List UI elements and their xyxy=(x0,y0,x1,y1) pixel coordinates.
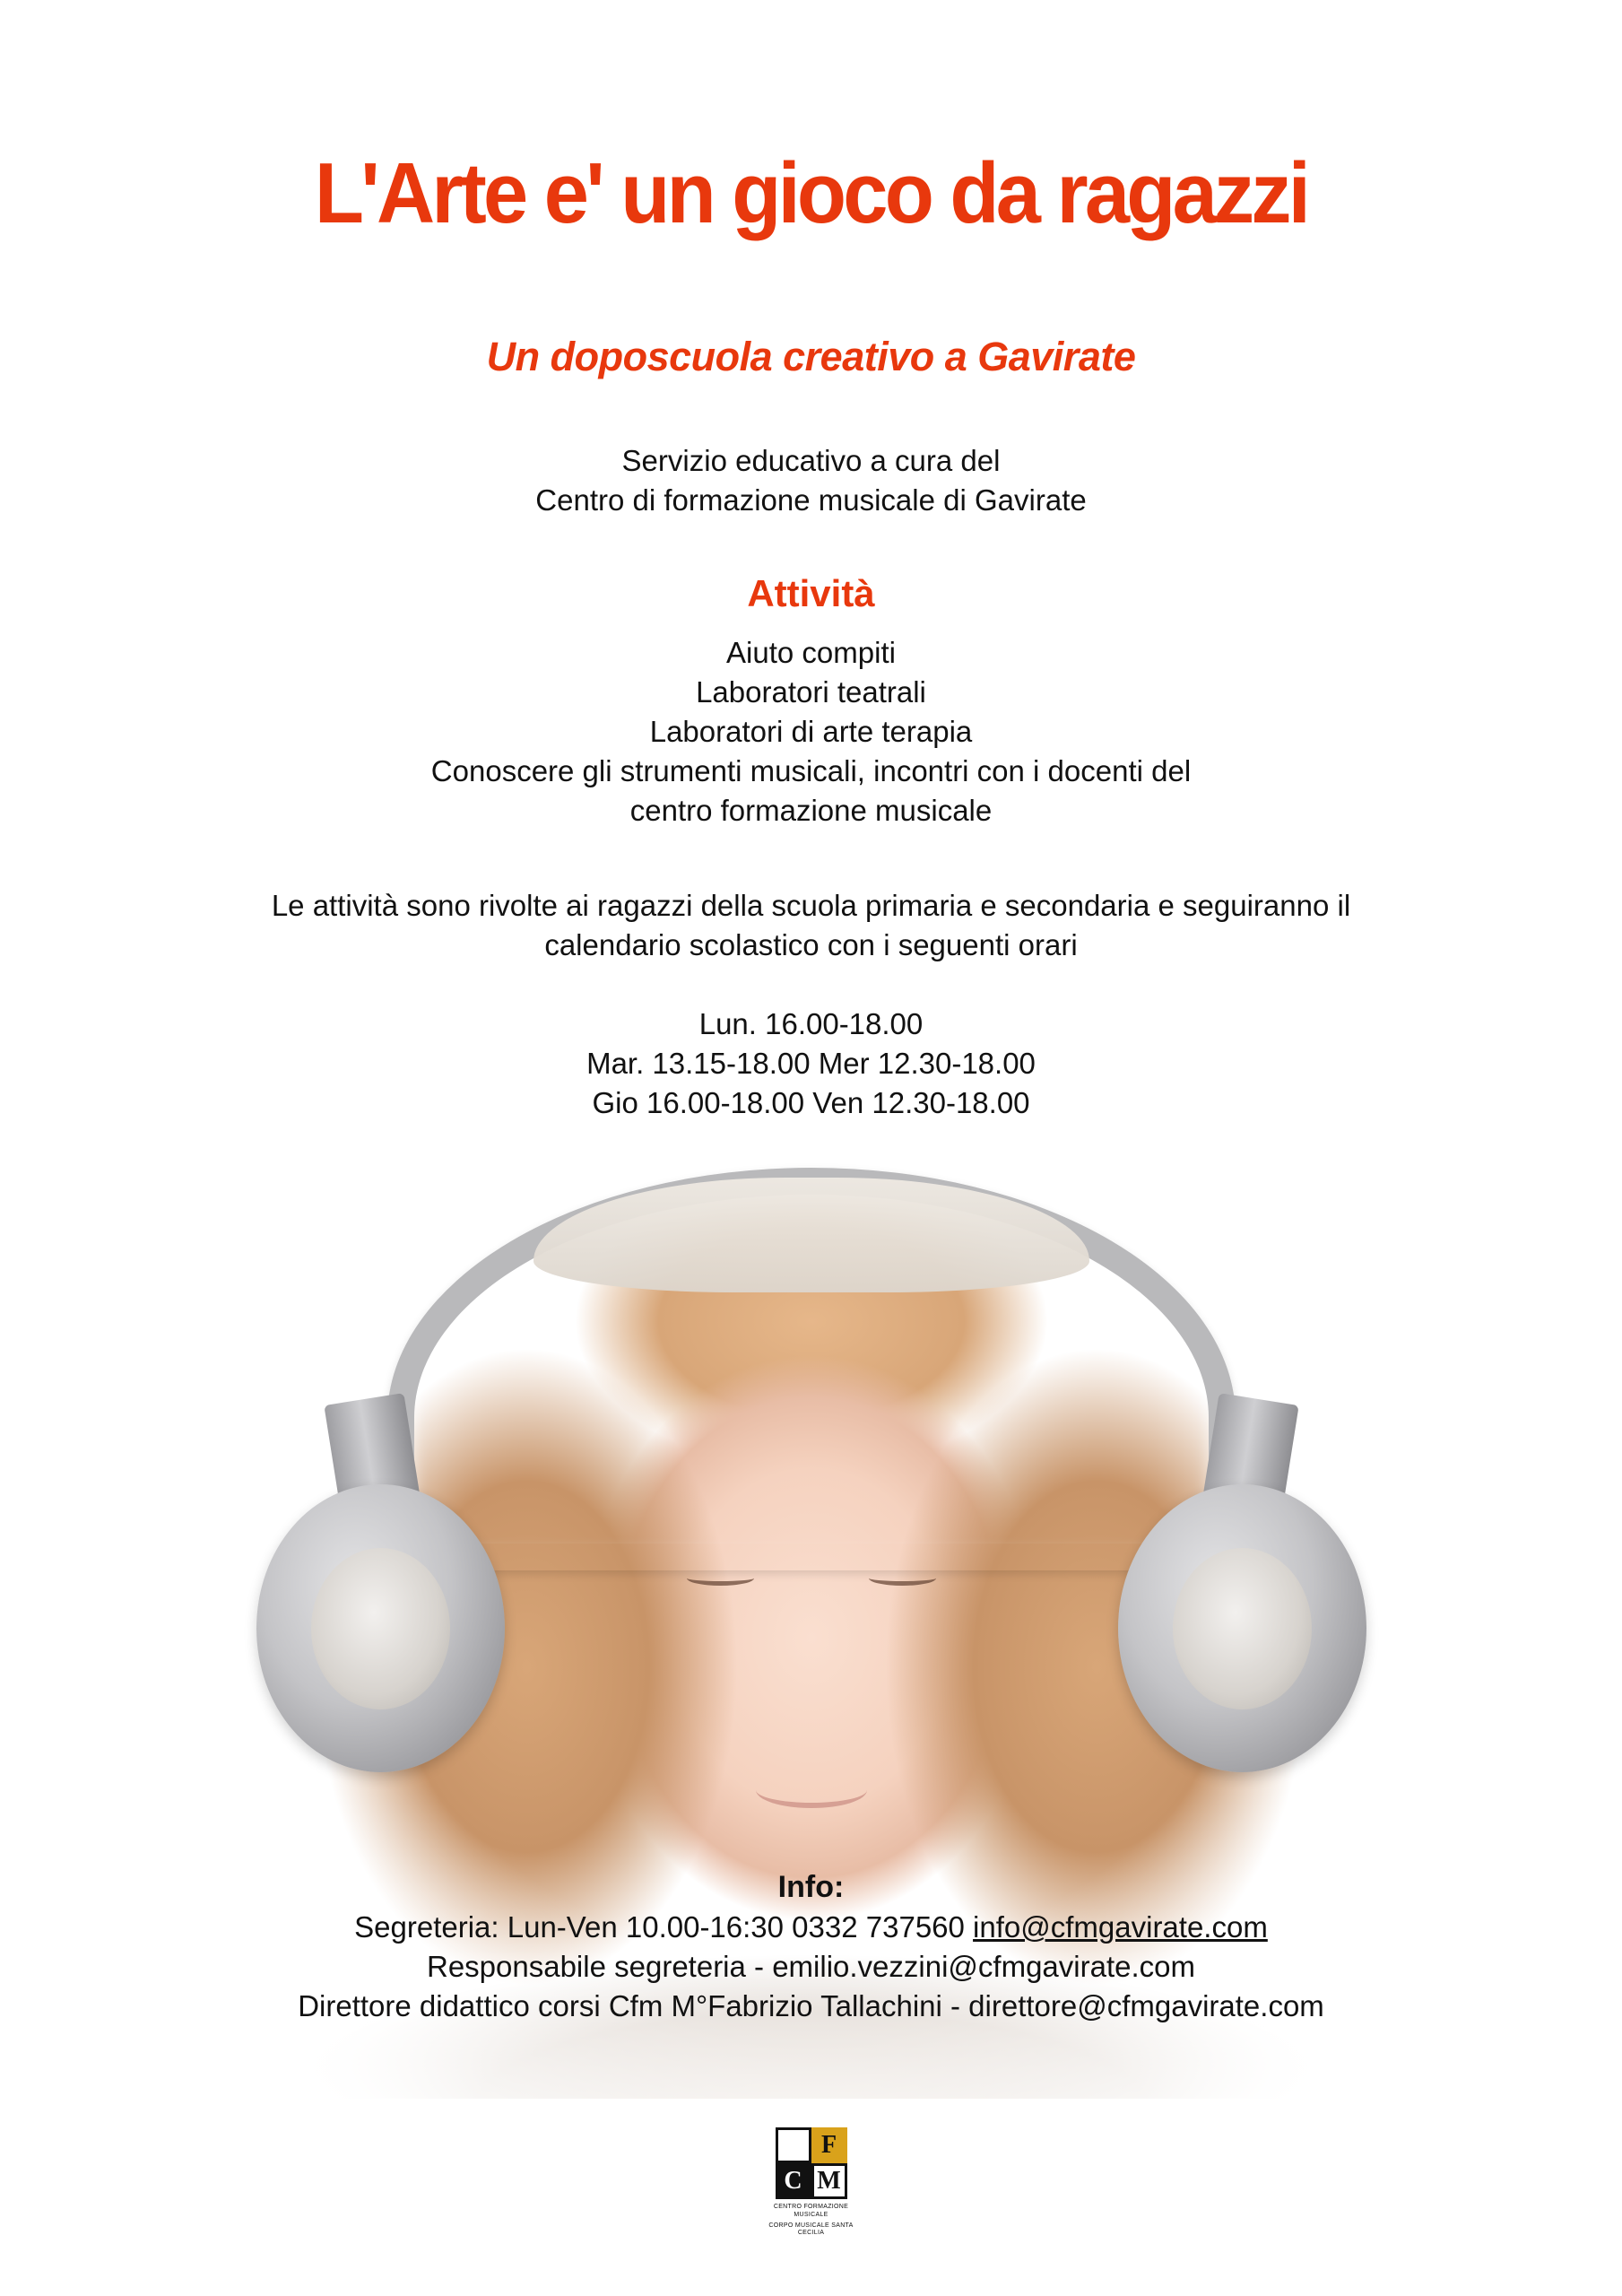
activity-item: Conoscere gli strumenti musicali, incontri con i docenti del xyxy=(430,753,1192,787)
schedule-line: Mar. 13.15-18.00 Mer 12.30-18.00 xyxy=(586,1046,1036,1080)
activity-item: Laboratori di arte terapia xyxy=(649,714,973,748)
headphone-earcup-right xyxy=(1118,1484,1366,1772)
logo-caption-line-1: CENTRO FORMAZIONE MUSICALE xyxy=(773,2204,849,2218)
logo-caption-line-2: CORPO MUSICALE SANTA CECILIA xyxy=(768,2222,854,2237)
info-line-responsible: Responsabile segreteria - emilio.vezzini@cfmgavirate.com xyxy=(426,1950,1195,1984)
info-block xyxy=(0,1867,1622,2026)
smile xyxy=(756,1772,867,1808)
service-line-1: Servizio educativo a cura del xyxy=(621,444,1001,477)
service-block xyxy=(0,441,1622,520)
info-line-secretariat xyxy=(0,1908,1622,1947)
email-link-info[interactable]: info@cfmgavirate.com xyxy=(973,1910,1268,1944)
schedule-line: Gio 16.00-18.00 Ven 12.30-18.00 xyxy=(592,1085,1030,1119)
audience-line-1: Le attività sono rivolte ai ragazzi della scuola primaria e secondaria e seguiranno il xyxy=(271,889,1351,922)
cfm-logo xyxy=(763,2127,860,2238)
activity-item: centro formazione musicale xyxy=(629,793,993,827)
closed-eye-left xyxy=(687,1571,754,1587)
logo-letter-m: M xyxy=(817,2167,841,2195)
logo-letter-c: C xyxy=(784,2167,802,2195)
service-line-2: Centro di formazione musicale di Gavirate xyxy=(535,483,1087,517)
headphone-earcup-left xyxy=(256,1484,505,1772)
info-heading: Info: xyxy=(777,1870,845,1904)
logo-square-top-left xyxy=(776,2127,811,2163)
page-title: L'Arte e' un gioco da ragazzi xyxy=(314,145,1308,241)
activities-heading: Attività xyxy=(747,572,875,614)
schedule-line: Lun. 16.00-18.00 xyxy=(698,1007,924,1040)
info-line-director: Direttore didattico corsi Cfm M°Fabrizio Tallachini - direttore@cfmgavirate.com xyxy=(298,1988,1324,2022)
closed-eye-right xyxy=(869,1571,936,1587)
audience-line-2: calendario scolastico con i seguenti orari xyxy=(544,927,1078,961)
schedule-block xyxy=(0,1004,1622,1123)
activity-item: Aiuto compiti xyxy=(726,636,896,669)
audience-note xyxy=(0,886,1622,965)
logo-letter-f: F xyxy=(820,2131,837,2159)
info-secretariat-text: Segreteria: Lun-Ven 10.00-16:30 0332 737560 xyxy=(354,1910,974,1944)
poster-subtitle: Un doposcuola creativo a Gavirate xyxy=(486,334,1136,379)
activity-item: Laboratori teatrali xyxy=(696,674,926,709)
cfm-logo-mark xyxy=(772,2127,851,2201)
activities-list xyxy=(0,633,1622,830)
